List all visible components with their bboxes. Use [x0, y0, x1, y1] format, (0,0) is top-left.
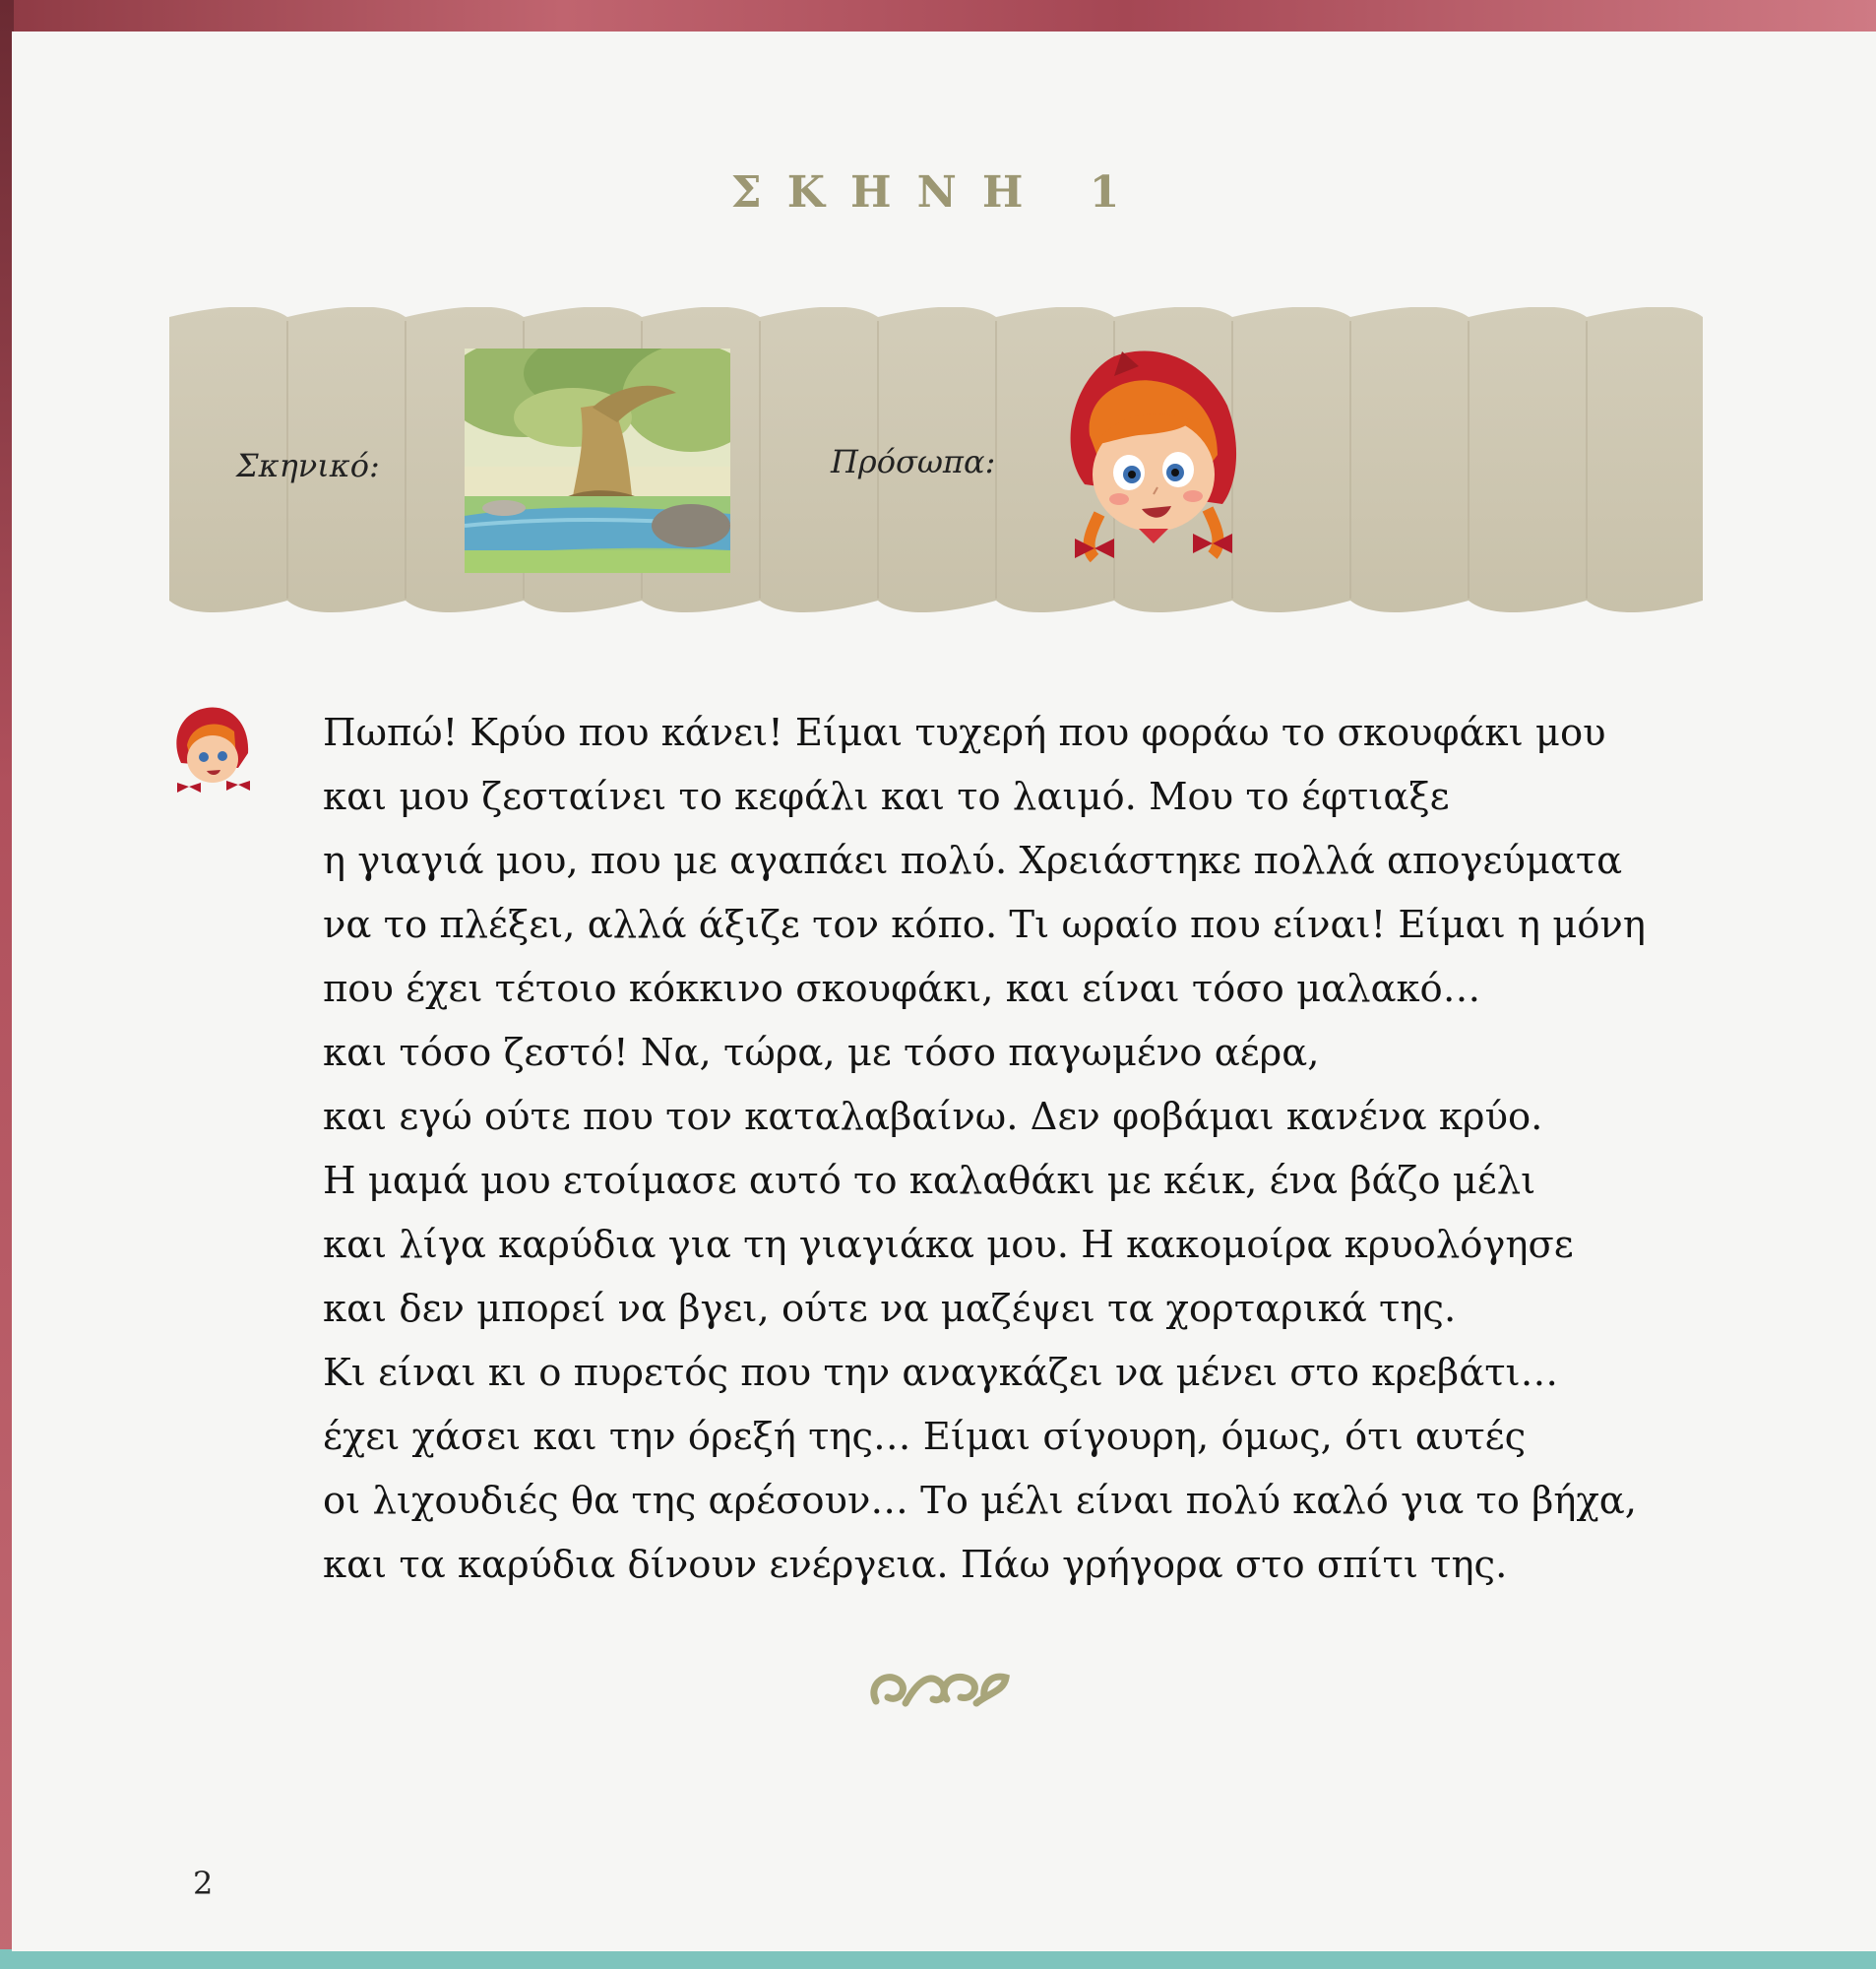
dialogue-line: οι λιχουδιές θα της αρέσουν… Το μέλι είναι πολύ καλό για το βήχα, — [323, 1479, 1638, 1523]
ornament — [866, 1664, 1014, 1713]
dialogue-line: Πωπώ! Κρύο που κάνει! Είμαι τυχερή που φοράω το σκουφάκι μου — [323, 711, 1606, 755]
setting-illustration — [465, 349, 730, 573]
scene-title: ΣΚΗΝΗ 1 — [730, 167, 1146, 218]
dialogue-line: που έχει τέτοιο κόκκινο σκουφάκι, και είναι τόσο μαλακό… — [323, 967, 1481, 1011]
persons-label: Πρόσωπα: — [831, 443, 996, 480]
scene-banner — [169, 307, 1703, 612]
dialogue-line: Η μαμά μου ετοίμασε αυτό το καλαθάκι με κέικ, ένα βάζο μέλι — [323, 1159, 1536, 1203]
dialogue-line: και μου ζεσταίνει το κεφάλι και το λαιμό. Μου το έφτιαξε — [323, 775, 1450, 819]
dialogue-line: και δεν μπορεί να βγει, ούτε να μαζέψει τα χορταρικά της. — [323, 1287, 1457, 1331]
setting-label: Σκηνικό: — [236, 447, 380, 484]
red-riding-hood-face-icon — [1045, 347, 1252, 573]
scan-background-top — [0, 0, 1876, 33]
dialogue-text — [323, 701, 1720, 1597]
dialogue-line: και τα καρύδια δίνουν ενέργεια. Πάω γρήγορα στο σπίτι της. — [323, 1543, 1508, 1587]
persons-illustration — [1045, 347, 1252, 573]
flourish-icon — [866, 1664, 1014, 1713]
dialogue-line: η γιαγιά μου, που με αγαπάει πολύ. Χρειάστηκε πολλά απογεύματα — [323, 839, 1623, 883]
scan-background-bottom — [0, 1949, 1876, 1969]
dialogue-line: και εγώ ούτε που τον καταλαβαίνω. Δεν φοβάμαι κανένα κρύο. — [323, 1095, 1543, 1139]
dialogue-line: Κι είναι κι ο πυρετός που την αναγκάζει να μένει στο κρεβάτι… — [323, 1351, 1559, 1395]
page-number: 2 — [193, 1865, 214, 1902]
dialogue-line: και τόσο ζεστό! Να, τώρα, με τόσο παγωμένο αέρα, — [323, 1031, 1320, 1075]
tree-lake-icon — [465, 349, 730, 573]
dialogue-line: έχει χάσει και την όρεξή της… Είμαι σίγουρη, όμως, ότι αυτές — [323, 1415, 1527, 1459]
dialogue-line: και λίγα καρύδια για τη γιαγιάκα μου. Η κακομοίρα κρυολόγησε — [323, 1223, 1574, 1267]
red-riding-hood-small-icon — [169, 704, 256, 794]
speaker-avatar — [169, 704, 256, 794]
dialogue-line: να το πλέξει, αλλά άξιζε τον κόπο. Τι ωραίο που είναι! Είμαι η μόνη — [323, 903, 1646, 947]
